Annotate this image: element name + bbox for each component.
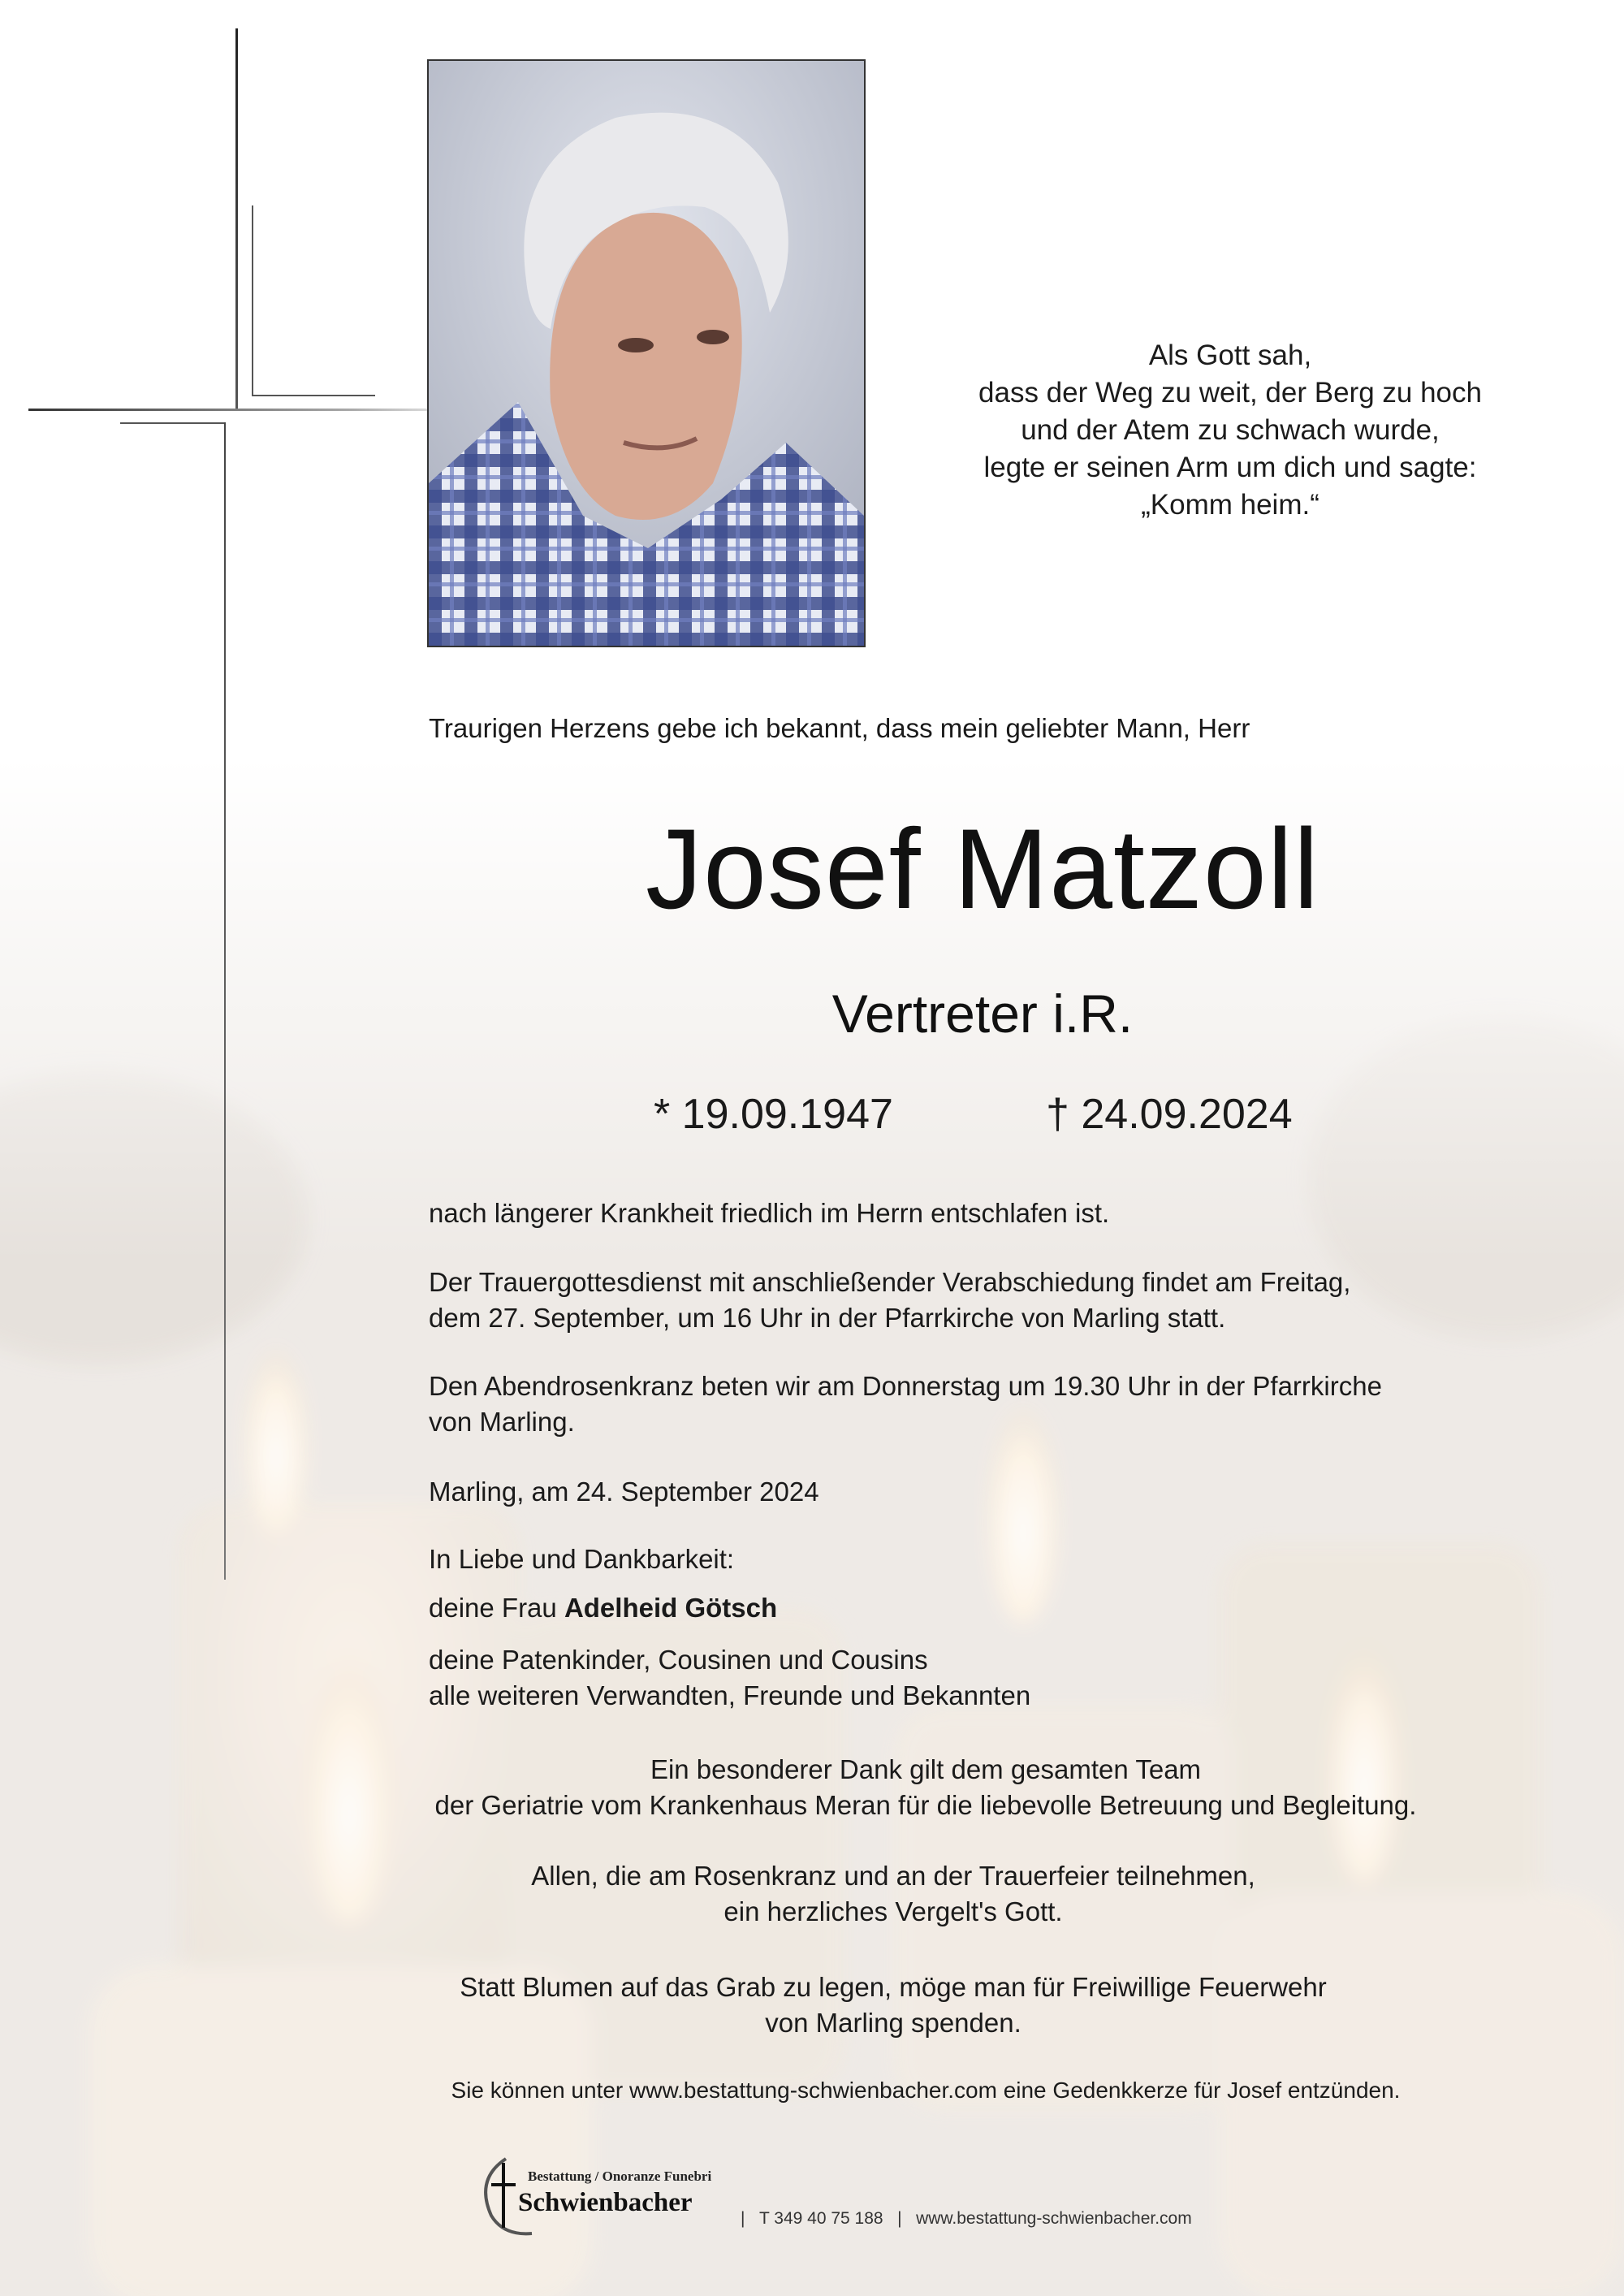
- flowers-line: von Marling spenden.: [765, 2008, 1021, 2038]
- cross-inner-vertical: [252, 205, 253, 396]
- wife-name: Adelheid Götsch: [564, 1593, 778, 1623]
- logo-name: Schwienbacher: [518, 2188, 693, 2217]
- poem-line: dass der Weg zu weit, der Berg zu hoch: [978, 377, 1482, 409]
- mourners-heading: In Liebe und Dankbarkeit:: [429, 1544, 735, 1574]
- cross-vertical-main: [235, 28, 238, 410]
- deceased-name: Josef Matzoll: [646, 805, 1320, 932]
- death-date: † 24.09.2024: [1046, 1091, 1293, 1138]
- place-date: Marling, am 24. September 2024: [429, 1477, 819, 1507]
- flowers-line: Statt Blumen auf das Grab zu legen, möge man für Freiwillige Feuerwehr: [460, 1972, 1327, 2002]
- poem-line: legte er seinen Arm um dich und sagte:: [983, 452, 1477, 483]
- cross-inner-horizontal: [252, 395, 375, 396]
- rosary-info: [429, 1369, 1382, 1440]
- footer-separator: |: [741, 2209, 745, 2228]
- rosary-line: von Marling.: [429, 1407, 575, 1437]
- thanks-text: [276, 1752, 1575, 1823]
- cross-horizontal-main: [28, 409, 434, 411]
- mourners-line: deine Patenkinder, Cousinen und Cousins: [429, 1645, 928, 1675]
- mourners-wife: [429, 1590, 777, 1626]
- participants-line: ein herzliches Vergelt's Gott.: [723, 1896, 1063, 1926]
- birth-date: * 19.09.1947: [654, 1091, 893, 1138]
- wife-prefix: deine Frau: [429, 1593, 557, 1623]
- footer-phone: T 349 40 75 188: [758, 2209, 883, 2228]
- cross-lower-vertical: [224, 422, 226, 1580]
- poem-line: „Komm heim.“: [1141, 489, 1320, 521]
- poem-line: und der Atem zu schwach wurde,: [1021, 414, 1440, 446]
- mourners-others: [429, 1642, 1030, 1714]
- poem: [918, 337, 1543, 524]
- logo-small-text: Bestattung / Onoranze Funebri: [528, 2168, 712, 2184]
- occupation: Vertreter i.R.: [831, 984, 1134, 1044]
- flowers-text: [244, 1970, 1543, 2041]
- footer-separator: |: [897, 2209, 902, 2228]
- service-line: dem 27. September, um 16 Uhr in der Pfarrkirche von Marling statt.: [429, 1303, 1226, 1333]
- poem-line: Als Gott sah,: [1148, 339, 1312, 371]
- thanks-line: der Geriatrie vom Krankenhaus Meran für die liebevolle Betreuung und Begleitung.: [434, 1790, 1417, 1820]
- candle-note: Sie können unter www.bestattung-schwienbacher.com eine Gedenkkerze für Josef entzünden.: [451, 2078, 1401, 2103]
- footer-contact: [741, 2209, 1192, 2229]
- service-line: Der Trauergottesdienst mit anschließender Verabschiedung findet am Freitag,: [429, 1267, 1351, 1297]
- portrait-photo: [427, 59, 866, 647]
- thanks-line: Ein besonderer Dank gilt dem gesamten Team: [650, 1754, 1202, 1784]
- participants-text: [244, 1858, 1543, 1930]
- mourners-line: alle weiteren Verwandten, Freunde und Bekannten: [429, 1680, 1031, 1710]
- cross-lower-horizontal: [120, 422, 226, 424]
- participants-line: Allen, die am Rosenkranz und an der Trauerfeier teilnehmen,: [531, 1861, 1255, 1891]
- footer-website[interactable]: www.bestattung-schwienbacher.com: [916, 2209, 1192, 2228]
- rosary-line: Den Abendrosenkranz beten wir am Donnerstag um 19.30 Uhr in der Pfarrkirche: [429, 1371, 1382, 1401]
- service-info: [429, 1265, 1350, 1336]
- intro-text: Traurigen Herzens gebe ich bekannt, dass mein geliebter Mann, Herr: [429, 713, 1250, 743]
- passed-text: nach längerer Krankheit friedlich im Herrn entschlafen ist.: [429, 1198, 1110, 1228]
